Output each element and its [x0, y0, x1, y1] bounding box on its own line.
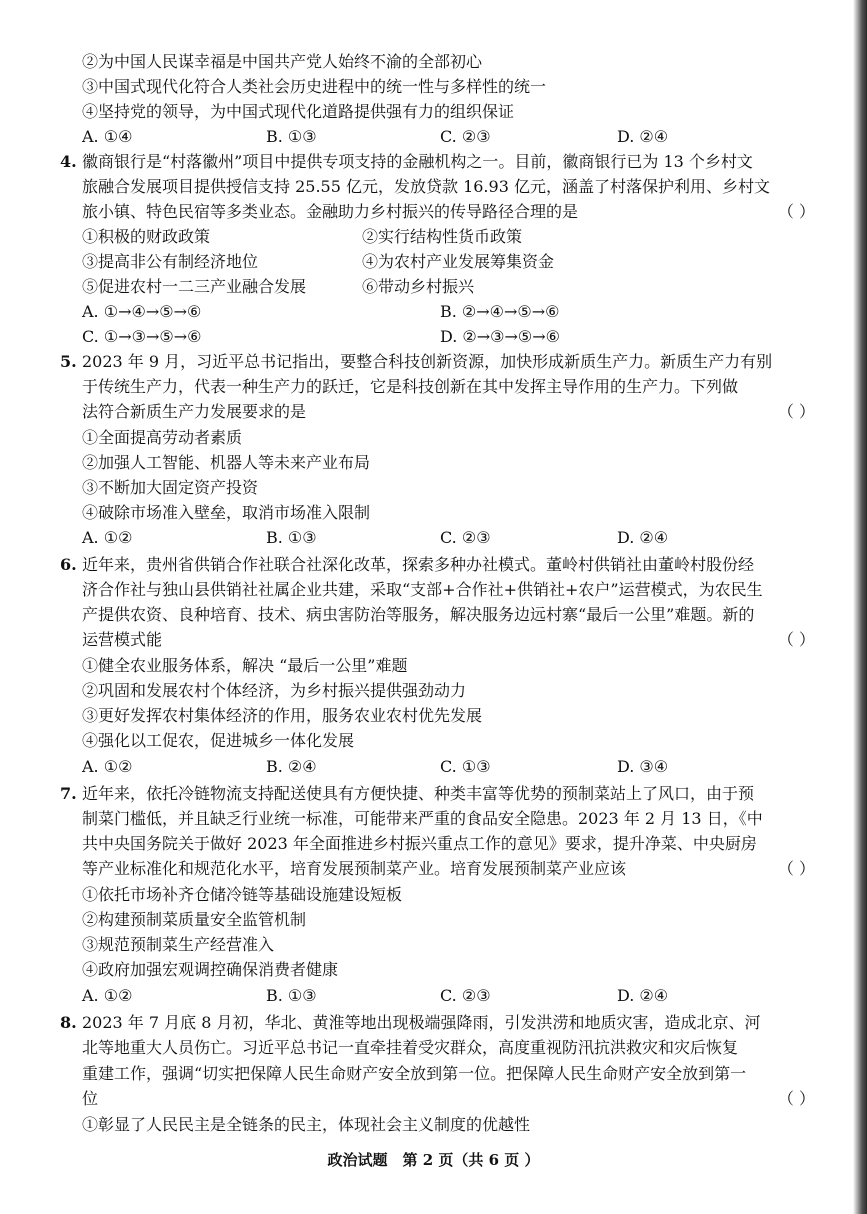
q4-number: 4. — [60, 152, 77, 171]
q3-option-c[interactable]: C. ②③ — [440, 127, 491, 146]
q6-statement-2: ②巩固和发展农村个体经济，为乡村振兴提供强劲动力 — [82, 681, 467, 700]
q5-option-a[interactable]: A. ①② — [82, 528, 133, 547]
q7-option-b[interactable]: B. ①③ — [266, 986, 317, 1005]
q6-statement-3: ③更好发挥农村集体经济的作用，服务农业农村优先发展 — [82, 706, 483, 725]
scan-edge-shadow — [843, 0, 867, 1214]
q8-number: 8. — [60, 1013, 77, 1032]
q4-statement-3: ③提高非公有制经济地位 — [82, 252, 259, 271]
q7-stem-line-1: 近年来，依托冷链物流支持配送使具有方便快捷、种类丰富等优势的预制菜站上了风口，由于预 — [82, 784, 755, 803]
q4-statement-4: ④为农村产业发展筹集资金 — [362, 252, 555, 271]
q6-option-a[interactable]: A. ①② — [82, 757, 133, 776]
q8-stem-line-2: 北等地重大人员伤亡。习近平总书记一直牵挂着受灾群众，高度重视防汛抗洪救灾和灾后恢复 — [82, 1038, 739, 1057]
q7-statement-3: ③规范预制菜生产经营准入 — [82, 935, 275, 954]
q6-option-d[interactable]: D. ③④ — [617, 757, 669, 776]
q3-statement-3: ③中国式现代化符合人类社会历史进程中的统一性与多样性的统一 — [82, 77, 547, 96]
q8-statement-1: ①彰显了人民民主是全链条的民主，体现社会主义制度的优越性 — [82, 1115, 531, 1134]
q4-statement-6: ⑥带动乡村振兴 — [362, 277, 475, 296]
q5-answer-blank[interactable]: （ ） — [777, 402, 815, 421]
q6-statement-4: ④强化以工促农，促进城乡一体化发展 — [82, 731, 355, 750]
q6-stem-line-1: 近年来，贵州省供销合作社联合社深化改革，探索多种办社模式。董岭村供销社由董岭村股份经 — [82, 555, 755, 574]
q5-option-c[interactable]: C. ②③ — [440, 528, 491, 547]
q4-answer-blank[interactable]: （ ） — [777, 202, 815, 221]
q5-statement-1: ①全面提高劳动者素质 — [82, 428, 243, 447]
q4-statement-5: ⑤促进农村一二三产业融合发展 — [82, 277, 307, 296]
q7-statement-1: ①依托市场补齐仓储冷链等基础设施建设短板 — [82, 885, 403, 904]
page-footer: 政治试题 第 2 页（共 6 页 ） — [327, 1151, 540, 1169]
q4-option-c[interactable]: C. ①→③→⑤→⑥ — [82, 327, 202, 346]
q6-statement-1: ①健全农业服务体系，解决 “最后一公里”难题 — [82, 656, 408, 675]
q4-statement-2: ②实行结构性货币政策 — [362, 227, 523, 246]
q7-statement-2: ②构建预制菜质量安全监管机制 — [82, 910, 307, 929]
q4-statement-1: ①积极的财政政策 — [82, 227, 211, 246]
q8-stem-line-1: 2023 年 7 月底 8 月初，华北、黄淮等地出现极端强降雨，引发洪涝和地质灾害，造成北京、河 — [82, 1013, 761, 1032]
q5-statement-2: ②加强人工智能、机器人等未来产业布局 — [82, 453, 371, 472]
q6-stem-line-2: 济合作社与独山县供销社社属企业共建，采取“支部+合作社+供销社+农户”运营模式，为农民生 — [82, 580, 763, 599]
q7-option-a[interactable]: A. ①② — [82, 986, 133, 1005]
q5-stem-line-3: 法符合新质生产力发展要求的是 — [82, 402, 307, 421]
q3-option-d[interactable]: D. ②④ — [617, 127, 669, 146]
q7-stem-line-3: 共中央国务院关于做好 2023 年全面推进乡村振兴重点工作的意见》要求，提升净菜、中央厨房 — [82, 834, 757, 853]
q4-option-b[interactable]: B. ②→④→⑤→⑥ — [440, 302, 560, 321]
q7-statement-4: ④政府加强宏观调控确保消费者健康 — [82, 960, 339, 979]
q7-option-c[interactable]: C. ②③ — [440, 986, 491, 1005]
q4-stem-line-3: 旅小镇、特色民宿等多类业态。金融助力乡村振兴的传导路径合理的是 — [82, 202, 579, 221]
q6-answer-blank[interactable]: （ ） — [777, 630, 815, 649]
q6-option-c[interactable]: C. ①③ — [440, 757, 491, 776]
q5-stem-line-1: 2023 年 9 月，习近平总书记指出，要整合科技创新资源，加快形成新质生产力。新质生产力有别 — [82, 352, 773, 371]
q6-stem-line-4: 运营模式能 — [82, 630, 163, 649]
q8-stem-line-4: 位 — [82, 1089, 99, 1108]
q8-stem-line-3: 重建工作，强调“切实把保障人民生命财产安全放到第一位。把保障人民生命财产安全放到第一 — [82, 1064, 747, 1083]
q7-stem-line-4: 等产业标准化和规范化水平，培育发展预制菜产业。培育发展预制菜产业应该 — [82, 859, 627, 878]
q4-stem-line-1: 徽商银行是“村落徽州”项目中提供专项支持的金融机构之一。目前，徽商银行已为 13 个乡村文 — [82, 152, 753, 171]
q5-option-d[interactable]: D. ②④ — [617, 528, 669, 547]
q5-number: 5. — [60, 352, 77, 371]
q6-option-b[interactable]: B. ②④ — [266, 757, 317, 776]
q4-option-a[interactable]: A. ①→④→⑤→⑥ — [82, 302, 202, 321]
q4-option-d[interactable]: D. ②→③→⑤→⑥ — [440, 327, 561, 346]
q7-answer-blank[interactable]: （ ） — [777, 859, 815, 878]
q3-statement-4: ④坚持党的领导，为中国式现代化道路提供强有力的组织保证 — [82, 102, 515, 121]
q3-statement-2: ②为中国人民谋幸福是中国共产党人始终不渝的全部初心 — [82, 52, 483, 71]
q3-option-a[interactable]: A. ①④ — [82, 127, 133, 146]
q8-answer-blank[interactable]: （ ） — [777, 1089, 815, 1108]
q7-stem-line-2: 制菜门槛低，并且缺乏行业统一标准，可能带来严重的食品安全隐患。2023 年 2 月 13 日，《中 — [82, 809, 763, 828]
q5-statement-4: ④破除市场准入壁垒，取消市场准入限制 — [82, 503, 371, 522]
q5-stem-line-2: 于传统生产力，代表一种生产力的跃迁，它是科技创新在其中发挥主导作用的生产力。下列做 — [82, 377, 739, 396]
q5-option-b[interactable]: B. ①③ — [266, 528, 317, 547]
q4-stem-line-2: 旅融合发展项目提供授信支持 25.55 亿元，发放贷款 16.93 亿元，涵盖了村落保护利用、乡村文 — [82, 177, 770, 196]
q7-number: 7. — [60, 784, 77, 803]
q7-option-d[interactable]: D. ②④ — [617, 986, 669, 1005]
q6-stem-line-3: 产提供农资、良种培育、技术、病虫害防治等服务，解决服务边远村寨“最后一公里”难题。新的 — [82, 605, 755, 624]
q5-statement-3: ③不断加大固定资产投资 — [82, 478, 259, 497]
q6-number: 6. — [60, 555, 77, 574]
q3-option-b[interactable]: B. ①③ — [266, 127, 317, 146]
